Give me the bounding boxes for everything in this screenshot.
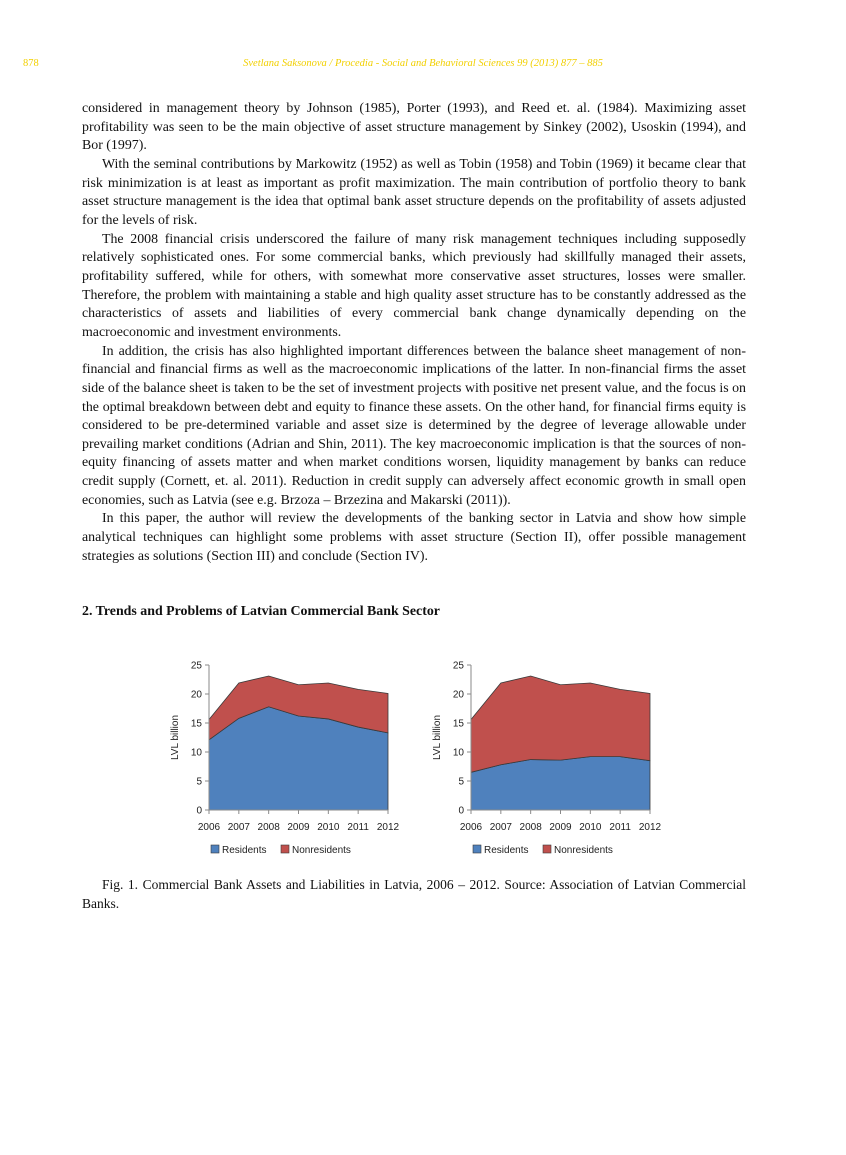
y-tick-label: 25 (452, 660, 464, 672)
x-tick-label: 2010 (579, 822, 602, 833)
y-tick-label: 15 (190, 718, 202, 730)
y-tick-label: 20 (452, 689, 464, 701)
x-tick-label: 2011 (609, 822, 631, 833)
y-tick-label: 10 (190, 747, 202, 759)
paragraph: In addition, the crisis has also highlighted important differences between the balance sheet management of non-financial and financial firms as well as the macroeconomic implications of the latter. In non-financial firms the asset side of the balance sheet is taken to be the set of investment projects with positive net present value, and the focus is on the optimal breakdown between debt and equity to finance these assets. On the other hand, for financial firms equity is considered to be pre-determined variable and asset size is determined by the degree of leverage allowable under prevailing market conditions (Adrian and Shin, 2011). The key macroeconomic implication is that the sources of non-equity financing of assets matter and when market conditions worsen, liquidity management by banks can reduce credit supply (Cornett, et. al. 2011). Reduction in credit supply can adversely affect economic growth in small open economies, such as Latvia (see e.g. Brzoza – Brzezina and Makarski (2011)). (82, 343, 746, 508)
x-tick-label: 2007 (489, 822, 512, 833)
x-tick-label: 2007 (227, 822, 250, 833)
legend-label-nonresidents: Nonresidents (292, 845, 351, 856)
y-tick-label: 10 (452, 747, 464, 759)
x-tick-label: 2008 (257, 822, 280, 833)
legend-label-nonresidents: Nonresidents (554, 845, 613, 856)
paragraph: The 2008 financial crisis underscored the failure of many risk management techniques including supposedly relatively sophisticated ones. For some commercial banks, which previously had skillfully managed their assets, profitability suffered, while for others, with somewhat more conservative asset structures, losses were smaller. Therefore, the problem with maintaining a stable and high quality asset structure has to be constantly addressed as the characteristics of assets and liabilities of every commercial bank change dynamically depending on the macroeconomic and investment environments. (82, 231, 746, 340)
y-tick-label: 0 (196, 805, 202, 817)
running-title: Svetlana Saksonova / Procedia - Social and Behavioral Sciences 99 (2013) 877 – 885 (243, 58, 603, 69)
chart-residents-nonresidents-2 (427, 655, 667, 870)
x-tick-label: 2010 (317, 822, 340, 833)
y-tick-label: 25 (190, 660, 202, 672)
chart-svg (427, 655, 667, 870)
body-text (82, 100, 746, 566)
legend-swatch-nonresidents (543, 845, 551, 853)
paragraph: In this paper, the author will review the developments of the banking sector in Latvia and show how simple analytical techniques can highlight some problems with asset structure (Section II), offer possible management strategies as solutions (Section III) and conclude (Section IV). (82, 511, 746, 564)
legend-label-residents: Residents (222, 845, 267, 856)
page-number: 878 (23, 58, 39, 69)
y-tick-label: 20 (190, 689, 202, 701)
chart-svg (165, 655, 405, 870)
chart-residents-nonresidents-1 (165, 655, 405, 870)
figure-caption (82, 876, 746, 913)
x-tick-label: 2011 (347, 822, 369, 833)
legend-label-residents: Residents (484, 845, 529, 856)
x-tick-label: 2012 (638, 822, 662, 833)
x-tick-label: 2009 (549, 822, 572, 833)
y-tick-label: 5 (196, 776, 202, 788)
paragraph: considered in management theory by Johnson (1985), Porter (1993), and Reed et. al. (1984). Maximizing asset profitability was seen to be the main objective of asset structure management by Sinkey (2002), Usoskin (1994), and Bor (1997). (82, 101, 746, 154)
y-axis-label: LVL billion (432, 714, 443, 761)
x-tick-label: 2006 (459, 822, 483, 833)
x-tick-label: 2009 (287, 822, 310, 833)
caption-text: Fig. 1. Commercial Bank Assets and Liabilities in Latvia, 2006 – 2012. Source: Association of Latvian Commercial Banks. (82, 877, 746, 911)
y-tick-label: 5 (458, 776, 464, 788)
page-header (0, 58, 846, 72)
x-tick-label: 2012 (376, 822, 400, 833)
x-tick-label: 2006 (197, 822, 221, 833)
y-axis-label: LVL billion (170, 714, 181, 761)
x-tick-label: 2008 (519, 822, 542, 833)
legend-swatch-residents (473, 845, 481, 853)
legend-swatch-nonresidents (281, 845, 289, 853)
section-heading: 2. Trends and Problems of Latvian Commercial Bank Sector (82, 604, 440, 619)
y-tick-label: 15 (452, 718, 464, 730)
paragraph: With the seminal contributions by Markowitz (1952) as well as Tobin (1958) and Tobin (1969) it became clear that risk minimization is at least as important as profit maximization. The main contribution of portfolio theory to bank asset structure management is the idea that optimal bank asset structure depends on the profitability of assets adjusted for the levels of risk. (82, 156, 746, 228)
y-tick-label: 0 (458, 805, 464, 817)
legend-swatch-residents (211, 845, 219, 853)
